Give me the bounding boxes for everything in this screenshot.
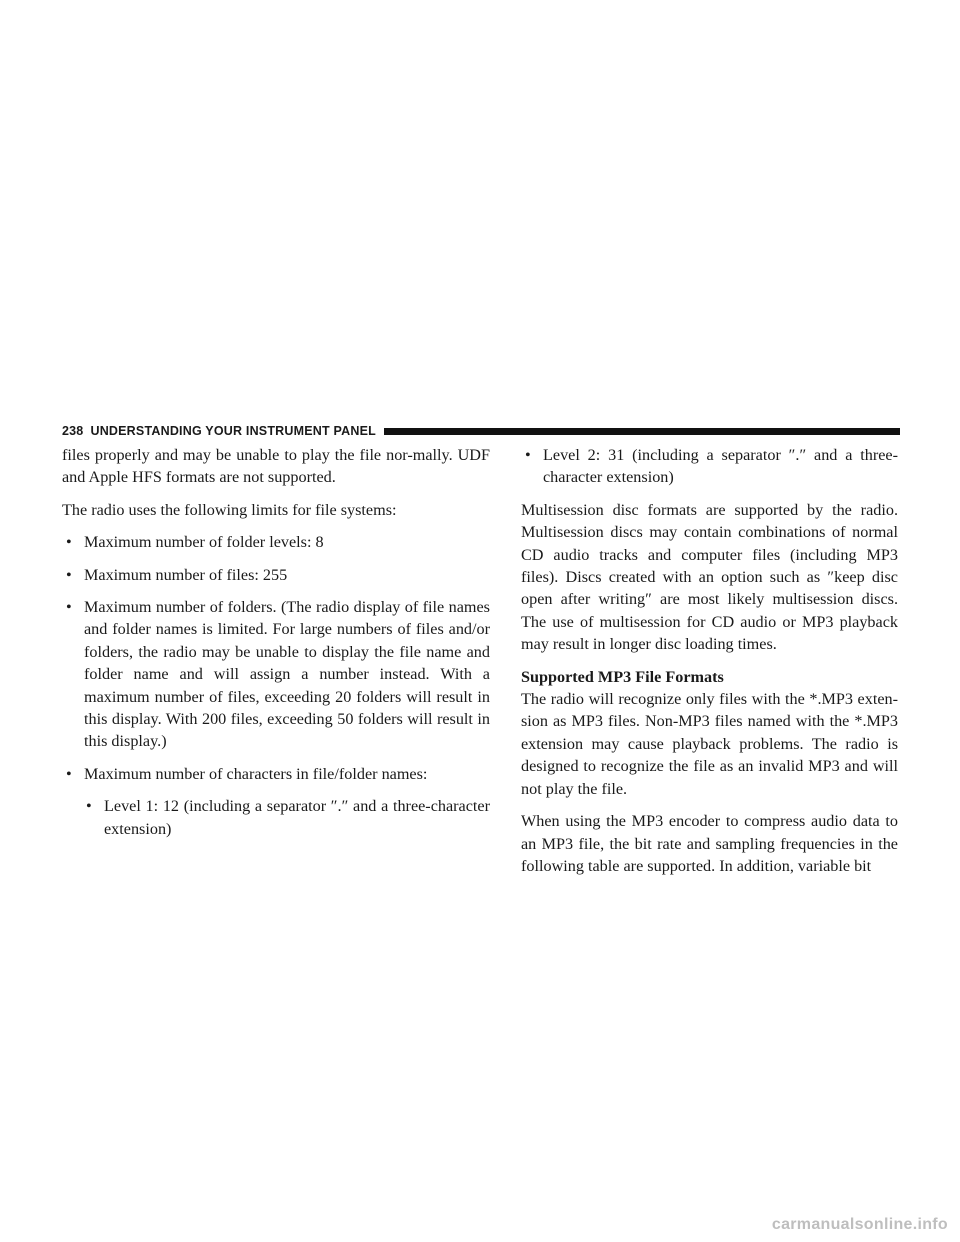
bullet-icon: • (66, 764, 72, 783)
watermark: carmanualsonline.info (771, 1216, 948, 1233)
list-item-text: Level 1: 12 (including a separator ″.″ and a three-character extension) (104, 797, 490, 838)
sub-list-item (521, 444, 898, 489)
list-item (62, 596, 490, 753)
section-heading: Supported MP3 File Formats (521, 667, 724, 686)
header-rule (384, 428, 900, 435)
left-column (62, 444, 490, 850)
list-item-text: Maximum number of folders. (The radio display of file names and folder names is limited. For large numbers of files and/or folders, the radio may be unable to display the file name and folder name and will assign a number instead. With a maximum number of files, exceeding 20 folders will result in this display. With 200 files, exceeding 50 folders will result in this display.) (84, 598, 490, 751)
bullet-icon: • (66, 598, 72, 617)
bullet-icon: • (66, 533, 72, 552)
list-item-text: Maximum number of files: 255 (84, 565, 288, 584)
page-number: 238 (62, 424, 84, 438)
section-title: UNDERSTANDING YOUR INSTRUMENT PANEL (90, 424, 376, 438)
paragraph: files properly and may be unable to play the file nor-mally. UDF and Apple HFS formats are not supported. (62, 446, 490, 487)
paragraph: When using the MP3 encoder to compress audio data to an MP3 file, the bit rate and sampling frequencies in the following table are supported. In addition, variable bit (521, 812, 898, 875)
paragraph: The radio uses the following limits for file systems: (62, 500, 397, 519)
list-item (62, 763, 490, 785)
page-header (62, 421, 900, 441)
paragraph: The radio will recognize only files with the *.MP3 exten-sion as MP3 files. Non-MP3 files named with the *.MP3 extension may cause playback problems. The radio is designed to recognize the file as an invalid MP3 and will not play the file. (521, 690, 898, 798)
bullet-icon: • (66, 565, 72, 584)
list-item-text: Level 2: 31 (including a separator ″.″ and a three-character extension) (543, 446, 898, 487)
paragraph: Multisession disc formats are supported by the radio. Multisession discs may contain combinations of normal CD audio tracks and computer files (including MP3 files). Discs created with an option such as ″keep disc open after writing″ are most likely multisession discs. The use of multisession for CD audio or MP3 playback may result in longer disc loading times. (521, 500, 898, 654)
list-item-text: Maximum number of folder levels: 8 (84, 533, 324, 552)
bullet-icon: • (525, 446, 531, 464)
list-item-text: Maximum number of characters in file/folder names: (84, 764, 428, 783)
sub-list-item (82, 795, 490, 840)
list-item (62, 564, 490, 586)
list-item (62, 531, 490, 553)
right-column (521, 444, 898, 887)
bullet-icon: • (86, 797, 92, 816)
